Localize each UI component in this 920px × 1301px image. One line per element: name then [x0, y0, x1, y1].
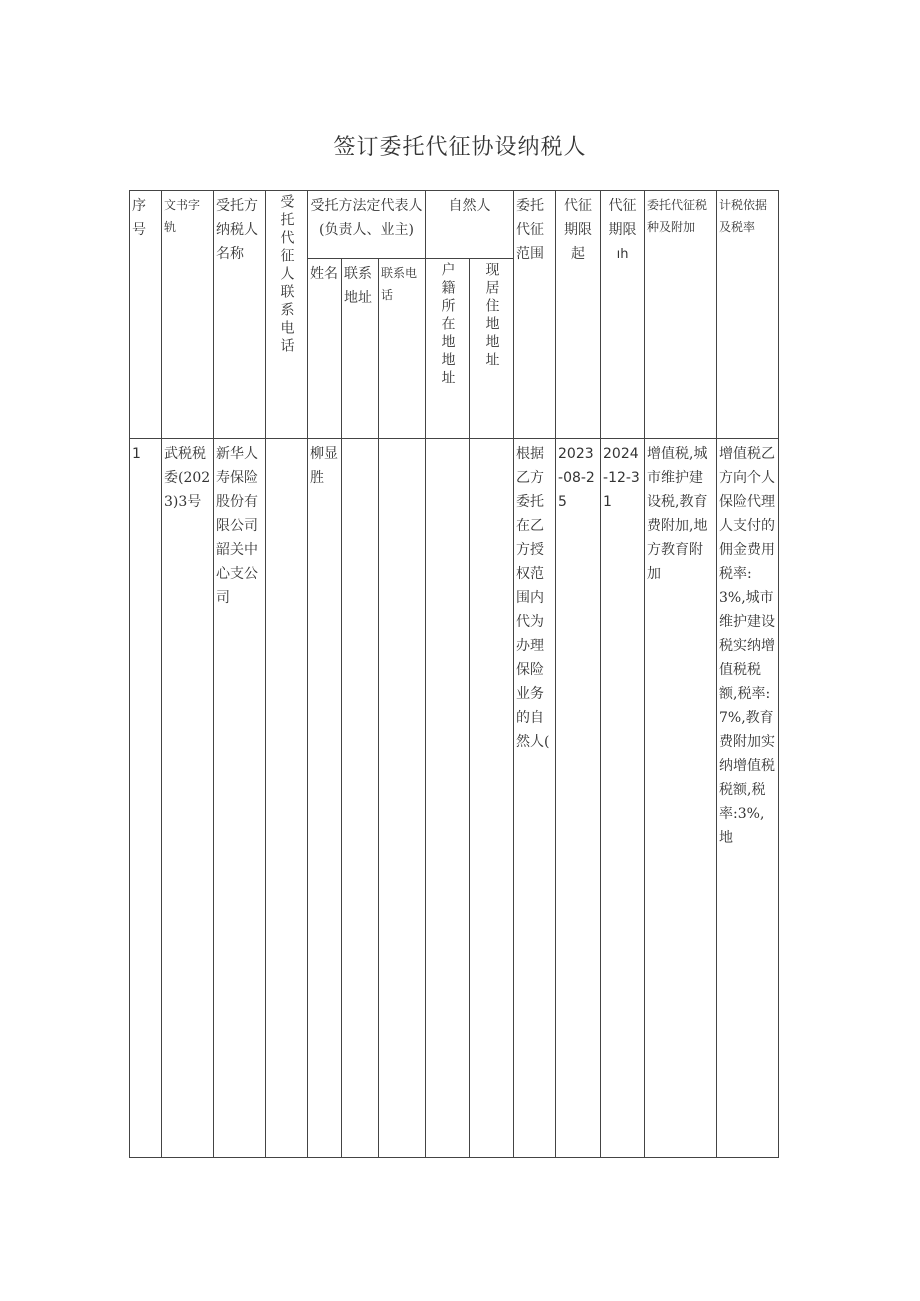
page-title: 签订委托代征协设纳税人: [333, 135, 587, 160]
cell-seq: 1: [130, 439, 162, 1158]
header-np-household-label: 户籍所在地地址: [439, 262, 456, 388]
header-np-household: [426, 259, 470, 439]
header-basis: 计税依据及税率: [717, 191, 779, 439]
header-tax-types: 委托代征税种及附加: [645, 191, 717, 439]
header-period-start: 代征期限起: [556, 191, 601, 439]
cell-tax-types: 增值税,城市维护建设税,教育费附加,地方教育附加: [645, 439, 717, 1158]
cell-taxpayer-name: 新华人寿保险股份有限公司韶关中心支公司: [214, 439, 266, 1158]
header-period-end-suffix: ıh: [616, 247, 629, 262]
header-rep-phone: 联系电话: [379, 259, 426, 439]
cell-rep-address: [342, 439, 379, 1158]
header-period-end-label: 代征期限: [608, 198, 637, 238]
header-natural-person: 自然人: [426, 191, 514, 259]
header-rep-name: 姓名: [308, 259, 342, 439]
header-doc-no: 文书字轨: [162, 191, 214, 439]
header-rep-address: 联系地址: [342, 259, 379, 439]
cell-period-end: 2024-12-31: [601, 439, 645, 1158]
cell-phone: [266, 439, 308, 1158]
cell-np-household: [426, 439, 470, 1158]
header-np-residence-label: 现居住地地址: [483, 262, 500, 370]
cell-rep-phone: [379, 439, 426, 1158]
cell-doc-no: 武税税委(2023)3号: [162, 439, 214, 1158]
cell-basis: 增值税乙方向个人保险代理人支付的佣金费用税率:3%,城市维护建设税实纳增值税税额,税率:7%,教育费附加实纳增值税税额,税率:3%,地: [717, 439, 779, 1158]
taxpayer-table: [129, 190, 779, 1158]
header-phone: [266, 191, 308, 439]
header-period-end: [601, 191, 645, 439]
header-phone-label: 受托代征人联系电话: [278, 194, 295, 356]
cell-np-residence: [470, 439, 514, 1158]
header-np-residence: [470, 259, 514, 439]
header-legal-rep: 受托方法定代表人(负责人、业主): [308, 191, 426, 259]
cell-scope: 根据乙方委托在乙方授权范围内代为办理保险业务的自然人(: [514, 439, 556, 1158]
header-seq: 序号: [130, 191, 162, 439]
cell-period-start: 2023-08-25: [556, 439, 601, 1158]
cell-rep-name: 柳显胜: [308, 439, 342, 1158]
table-row: [130, 439, 779, 1158]
header-scope: 委托代征范围: [514, 191, 556, 439]
header-taxpayer-name: 受托方纳税人名称: [214, 191, 266, 439]
